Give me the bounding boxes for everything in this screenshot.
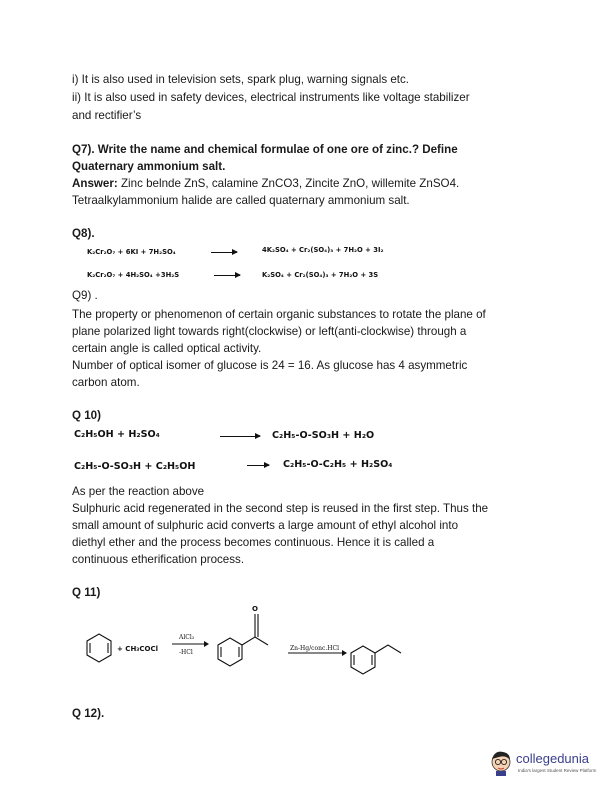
q9-label: Q9) . (72, 289, 98, 302)
q10-line4: diethyl ether and the process becomes continuous. Hence it is called a (72, 536, 435, 549)
brand-name: collegedunia (516, 751, 590, 766)
q10-eq2-lhs: C₂H₅-O-SO₃H + C₂H₅OH (74, 461, 196, 472)
q10-eq2-arrow (247, 465, 269, 466)
q8-eq2-rhs: K₂SO₄ + Cr₂(SO₄)₃ + 7H₂O + 3S (262, 271, 379, 279)
benzene-ring (87, 634, 111, 662)
q7-answer-text: Zinc belnde ZnS, calamine ZnCO3, Zincite ZnO, willemite ZnSO4. (117, 177, 460, 190)
q8-eq2-arrow (214, 275, 240, 276)
q7-answer-line2: Tetraalkylammonium halide are called quaternary ammonium salt. (72, 194, 410, 207)
q10-line2: Sulphuric acid regenerated in the second step is reused in the first step. Thus the (72, 502, 489, 515)
q8-eq1-rhs: 4K₂SO₄ + Cr₂(SO₄)₃ + 7H₂O + 3I₂ (262, 246, 384, 254)
q11-reagent: + CH₃COCl (117, 645, 158, 653)
q9-line1: The property or phenomenon of certain organic substances to rotate the plane of (72, 308, 486, 321)
q10-line1: As per the reaction above (72, 485, 205, 498)
brand-tagline: India's largest Student Review Platform (518, 768, 597, 773)
q12-label: Q 12). (72, 707, 105, 720)
q11-reaction-scheme (72, 600, 412, 690)
q9-line5: carbon atom. (72, 376, 140, 389)
q11-product-oxygen: O (252, 605, 258, 613)
q9-line3: certain angle is called optical activity. (72, 342, 262, 355)
q10-eq1-lhs: C₂H₅OH + H₂SO₄ (74, 429, 160, 440)
q10-line3: small amount of sulphuric acid converts a large amount of ethyl alcohol into (72, 519, 459, 532)
q8-eq2-lhs: K₂Cr₂O₇ + 4H₂SO₄ +3H₂S (87, 271, 180, 279)
acetophenone-structure (218, 614, 268, 666)
q7-answer (72, 175, 552, 192)
q11-catalyst-bottom: -HCl (179, 649, 193, 656)
q9-line2: plane polarized light towards right(clockwise) or left(anti-clockwise) through a (72, 325, 467, 338)
q10-eq1-arrow (220, 436, 260, 437)
q8-eq1-lhs: K₂Cr₂O₇ + 6KI + 7H₂SO₄ (87, 248, 176, 256)
q10-line5: continuous etherification process. (72, 553, 245, 566)
q10-eq2-rhs: C₂H₅-O-C₂H₅ + H₂SO₄ (283, 459, 393, 470)
q11-catalyst-top: AlCl₃ (179, 634, 195, 641)
use-line-1: i) It is also used in television sets, spark plug, warning signals etc. (72, 73, 410, 86)
q10-eq1-rhs: C₂H₅-O-SO₃H + H₂O (272, 430, 375, 441)
use-line-2: ii) It is also used in safety devices, electrical instruments like voltage stabilizer (72, 91, 470, 104)
q11-reduction-reagent: Zn-Hg/conc.HCl (290, 645, 340, 652)
q8-label: Q8). (72, 227, 95, 240)
q8-eq1-arrow (211, 252, 237, 253)
q10-label: Q 10) (72, 409, 101, 422)
q9-line4: Number of optical isomer of glucose is 24 = 16. As glucose has 4 asymmetric (72, 359, 468, 372)
q7-answer-label: Answer: (72, 177, 118, 190)
q11-label: Q 11) (72, 586, 101, 599)
q7-question-line1: Q7). Write the name and chemical formulae of one ore of zinc.? Define (72, 143, 458, 156)
ethylbenzene-structure (351, 645, 401, 674)
q7-question-line2: Quaternary ammonium salt. (72, 160, 226, 173)
use-line-2b: and rectifier’s (72, 109, 142, 122)
collegedunia-mascot-icon (489, 749, 513, 777)
